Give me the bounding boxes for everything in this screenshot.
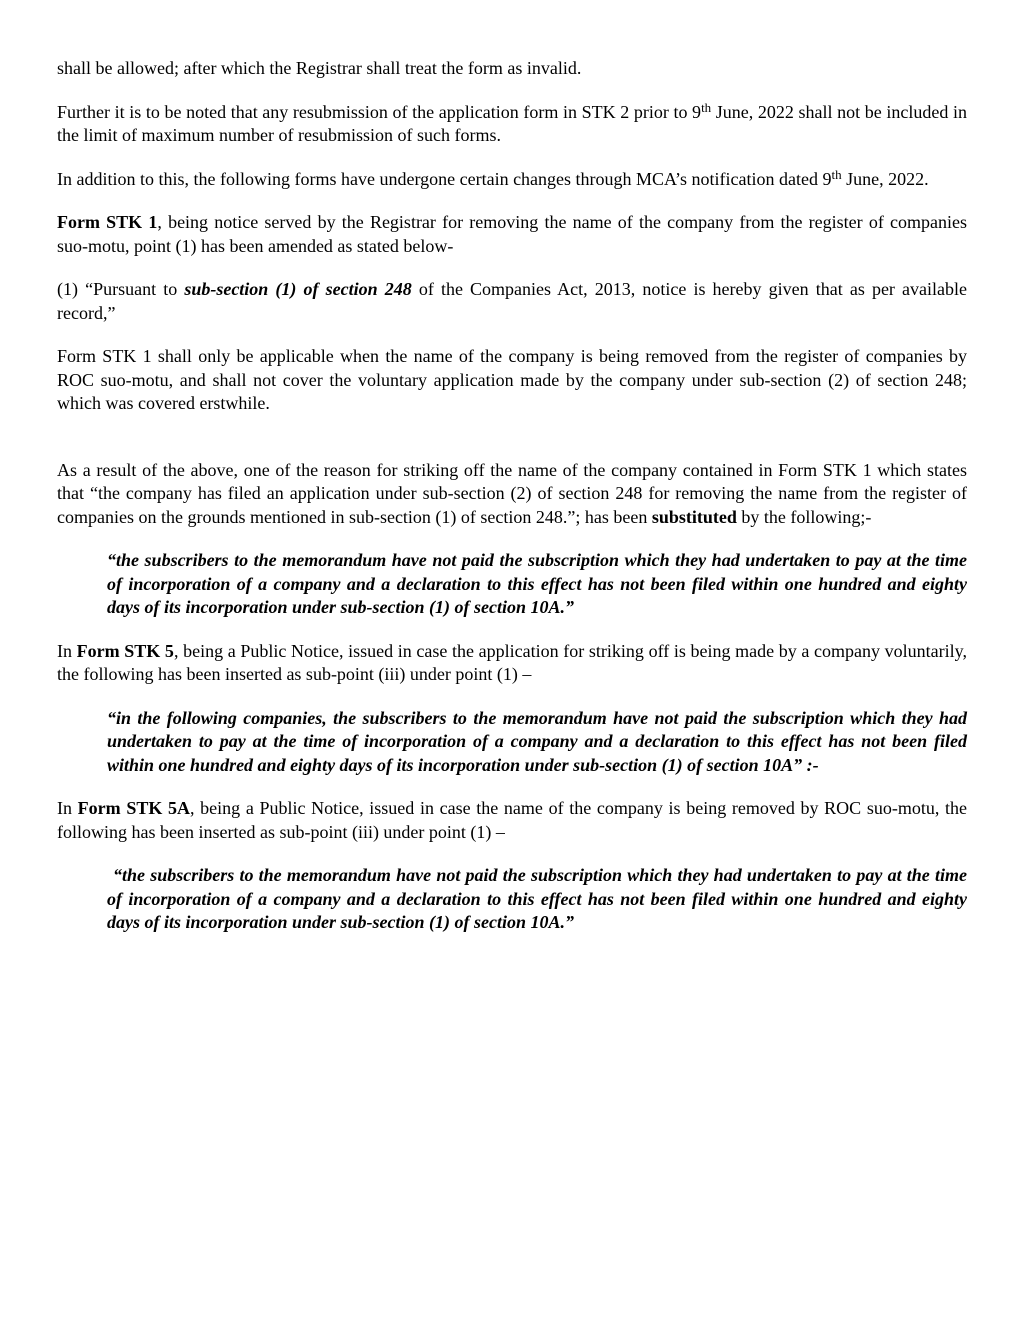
substituted-bold: substituted [651,506,737,527]
text-segment: of the Companies Act, 2013, notice is hereby given that as per available record,” [57,279,967,323]
document-page [57,57,967,935]
paragraph-stk1-applicability: Form STK 1 shall only be applicable when the name of the company is being removed from the register of companies by ROC suo-motu, and shall not cover the voluntary application made by the company under sub-section (2) of section 248; which was covered erstwhile. [57,346,967,413]
text-segment: (1) “Pursuant to [57,279,185,299]
paragraph-resubmission-limit [57,101,967,148]
form-name-bold: Form STK 1 [57,212,158,232]
text-segment: June, 2022 shall not be included in the limit of maximum number of resubmission of such forms. [57,101,967,145]
quote-subscribers-stk5a: “the subscribers to the memorandum have not paid the subscription which they had undertaken to pay at the time of incorporation of a company and a declaration to this effect has not been filed within one hundred and eighty days of its incorporation under sub-section (1) of section 10A.” [107,865,967,932]
text-segment: June, 2022. [841,168,929,189]
text-segment: In [57,640,77,661]
text-segment: by the following;- [736,506,872,527]
section-reference-bold-italic: sub-section (1) of section 248 [184,279,412,299]
quote-subscribers-stk5: “in the following companies, the subscribers to the memorandum have not paid the subscription which they had undertaken to pay at the time of incorporation of a company and a declaration to this effect has not been filed within one hundred and eighty days of its incorporation under sub-section (1) of section 10A” :- [107,707,967,775]
paragraph-form-stk1 [57,211,967,258]
superscript: th [701,99,712,115]
paragraph-mca-notification [57,168,967,192]
quote-subscribers-stk1: “the subscribers to the memorandum have not paid the subscription which they had undertaken to pay at the time of incorporation of a company and a declaration to this effect has not been filed within one hundred and eighty days of its incorporation under sub-section (1) of section 10A.” [107,550,967,617]
paragraph-form-stk5a [57,797,967,844]
superscript: th [831,166,842,182]
text-segment: , being a Public Notice, issued in case the name of the company is being removed by ROC suo-motu, the following has been inserted as sub-point (iii) under point (1) – [57,798,967,842]
text-segment: As a result of the above, one of the reason for striking off the name of the company contained in Form STK 1 which states that “the company has filed an application under sub-section (2) of section 248 for removing the name from the register of companies on the grounds mentioned in sub-section (1) of section 248.”; has been [57,459,967,527]
text-segment: , being notice served by the Registrar for removing the name of the company from the register of companies suo-motu, point (1) has been amended as stated below- [57,212,967,256]
paragraph-pursuant-clause [57,278,967,325]
paragraph-registrar-invalid: shall be allowed; after which the Registrar shall treat the form as invalid. [57,58,582,78]
text-segment: In addition to this, the following forms have undergone certain changes through MCA’s notification dated 9 [57,168,832,189]
paragraph-form-stk5 [57,640,967,687]
text-segment: , being a Public Notice, issued in case the application for striking off is being made by a company voluntarily, the following has been inserted as sub-point (iii) under point (1) – [57,640,968,684]
form-name-bold: Form STK 5A [77,798,190,818]
form-name-bold: Form STK 5 [76,640,174,661]
text-segment: In [57,798,78,818]
paragraph-striking-off-reason [57,459,967,530]
text-segment: Further it is to be noted that any resubmission of the application form in STK 2 prior to 9 [57,101,702,122]
